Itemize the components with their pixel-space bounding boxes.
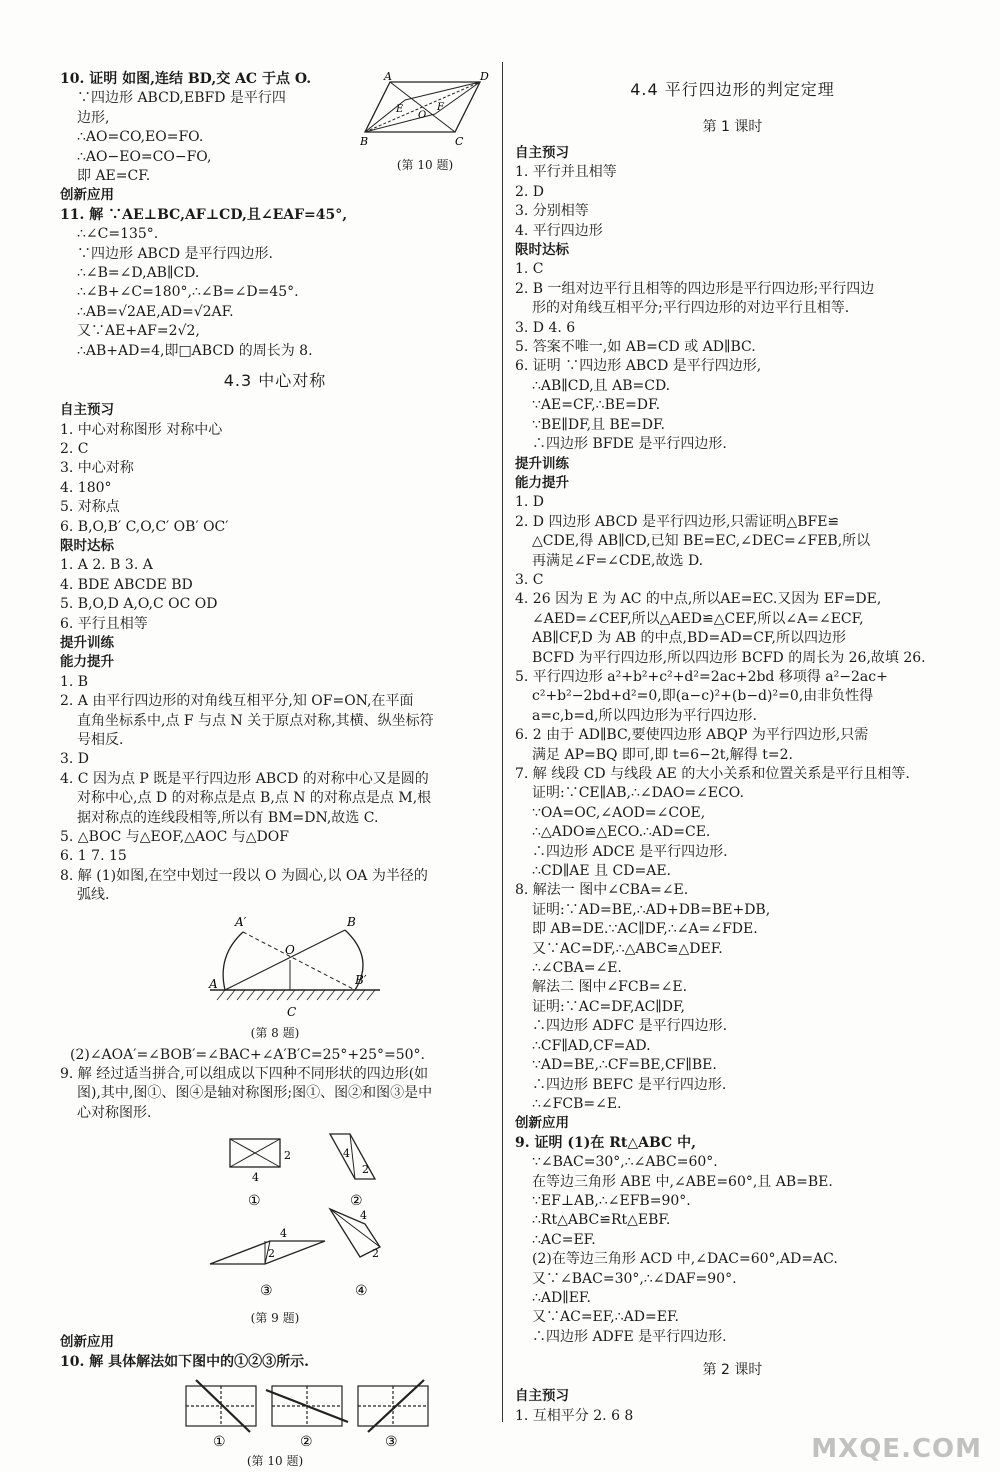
- text-line: ∵BE∥DF,且 BE=DF.: [532, 416, 665, 433]
- svg-text:O: O: [285, 942, 295, 957]
- text-line: ∵四边形 ABCD 是平行四边形.: [77, 245, 273, 262]
- heading-preview: 自主预习: [515, 1388, 569, 1405]
- heading-preview: 自主预习: [60, 402, 114, 419]
- heading-innovate: 创新应用: [60, 187, 114, 204]
- text-line: 再满足∠F=∠CDE,故选 D.: [532, 552, 704, 569]
- figure-10b-container: [60, 1372, 490, 1472]
- text-line: 图),其中,图①、图④是轴对称图形;图①、图②和图③是中: [77, 1085, 433, 1102]
- figure-10b-num-1: ①: [213, 1434, 226, 1449]
- section-title-4-4: 4.4 平行四边形的判定定理: [630, 80, 835, 99]
- parallelogram-diagram: [360, 72, 490, 152]
- text-line: ∵∠BAC=30°,∴∠ABC=60°.: [532, 1154, 718, 1171]
- right-column: [515, 70, 950, 1426]
- figure-9-num-4: ④: [355, 1283, 368, 1300]
- text-line: 证明:∵AD=BE,∴AD+DB=BE+DB,: [532, 901, 771, 918]
- text-line: 3. 分别相等: [515, 203, 589, 220]
- text-line: ∴AO−EO=CO−FO,: [77, 148, 212, 165]
- figure-caption: (第 8 题): [250, 1025, 300, 1040]
- text-line: 11. 解 ∵AE⊥BC,AF⊥CD,且∠EAF=45°,: [60, 206, 348, 223]
- left-column: [60, 70, 490, 1472]
- text-line: ∴四边形 ADFC 是平行四边形.: [532, 1018, 728, 1035]
- text-line: 解法二 图中∠FCB=∠E.: [532, 979, 688, 996]
- figure-9-num-2: ②: [350, 1193, 363, 1210]
- figure-10b-rectangles: [180, 1378, 480, 1448]
- heading-ability: 能力提升: [515, 474, 569, 491]
- text-line: ∴四边形 BFDE 是平行四边形.: [532, 436, 727, 453]
- text-line: 2. B 一组对边平行且相等的四边形是平行四边形;平行四边: [515, 280, 875, 297]
- text-line: 4. 180°: [60, 479, 112, 496]
- text-line: 直角坐标系中,点 F 与点 N 关于原点对称,其横、纵坐标符: [77, 712, 434, 729]
- text-line: 2. C: [60, 440, 89, 457]
- text-line: c²+b²−2bd+d²=0,即(a−c)²+(b−d)²=0,由非负性得: [532, 688, 874, 705]
- text-line: 10. 解 具体解法如下图中的①②③所示.: [60, 1353, 309, 1370]
- lesson-title: 第 2 课时: [702, 1362, 763, 1379]
- svg-text:D: D: [480, 72, 489, 83]
- figure-caption: (第 10 题): [246, 1454, 304, 1469]
- text-line: 证明:∵AC=DF,AC∥DF,: [532, 998, 685, 1015]
- text-line: 即 AB=DE.∵AC∥DF,∴∠A=∠FDE.: [532, 921, 758, 938]
- text-line: 5. 答案不唯一,如 AB=CD 或 AD∥BC.: [515, 339, 756, 356]
- figure-10b-num-3: ③: [385, 1434, 398, 1449]
- heading-innovate: 创新应用: [60, 1334, 114, 1351]
- figure-10-parallelogram: [360, 72, 490, 172]
- section-title-4-3: 4.3 中心对称: [223, 371, 327, 391]
- text-line: △CDE,得 AB∥CD,已知 BE=EC,∠DEC=∠FEB,所以: [532, 533, 871, 550]
- text-line: 又∵AC=EF,∴AD=EF.: [532, 1309, 679, 1326]
- svg-text:2: 2: [372, 1247, 379, 1261]
- text-line: ∵OA=OC,∠AOD=∠COE,: [532, 804, 706, 821]
- svg-text:4: 4: [343, 1147, 350, 1161]
- q10-proof: [60, 70, 360, 186]
- heading-preview: 自主预习: [515, 145, 569, 161]
- text-line: 4. 平行四边形: [515, 222, 603, 239]
- text-line: 8. 解法一 图中∠CBA=∠E.: [515, 882, 689, 899]
- text-line: ∴∠CBA=∠E.: [532, 960, 622, 977]
- text-line: 即 AE=CF.: [77, 168, 151, 185]
- text-line: ∴四边形 ADCE 是平行四边形.: [532, 843, 728, 860]
- text-line: ∴AB∥CD,且 AB=CD.: [532, 377, 671, 394]
- text-line: 3. D 4. 6: [515, 319, 576, 336]
- text-line: 2. D 四边形 ABCD 是平行四边形,只需证明△BFE≌: [515, 513, 840, 530]
- svg-text:C: C: [455, 135, 464, 148]
- svg-text:2: 2: [284, 1149, 291, 1163]
- text-line: 3. 中心对称: [60, 460, 134, 477]
- heading-raise: 提升训练: [60, 634, 114, 651]
- text-line: 4. BDE ABCDE BD: [60, 576, 193, 593]
- text-line: 1. C: [515, 261, 544, 278]
- text-line: 1. 中心对称图形 对称中心: [60, 421, 223, 438]
- watermark: MXQE.COM: [811, 1434, 982, 1464]
- figure-caption: (第 9 题): [250, 1311, 300, 1326]
- heading-raise: 提升训练: [515, 455, 569, 472]
- svg-text:B: B: [360, 135, 369, 148]
- text-line: 又∵AE+AF=2√2,: [77, 323, 200, 340]
- text-line: ∴△ADO≌△ECO.∴AD=CE.: [532, 824, 711, 841]
- svg-text:C: C: [287, 1004, 297, 1019]
- figure-9-num-3: ③: [260, 1283, 273, 1300]
- text-line: 证明:∵CE∥AB,∴∠DAO=∠ECO.: [532, 785, 744, 802]
- svg-text:A: A: [384, 72, 392, 83]
- figure-9-shapes: [200, 1129, 460, 1309]
- text-line: 又∵∠BAC=30°,∴∠DAF=90°.: [532, 1270, 737, 1287]
- text-line: 7. 解 线段 CD 与线段 AE 的大小关系和位置关系是平行且相等.: [515, 766, 910, 782]
- text-line: AB∥CF,D 为 AB 的中点,BD=AD=CF,所以四边形: [532, 630, 846, 647]
- column-divider: [502, 62, 503, 1422]
- text-line: 6. B,O,B′ C,O,C′ OB′ OC′: [60, 518, 229, 535]
- figure-caption: (第 10 题): [396, 158, 454, 172]
- text-line: 据对称点的连线段相等,所以有 BM=DN,故选 C.: [77, 809, 379, 826]
- text-line: ∴四边形 ADFE 是平行四边形.: [532, 1328, 727, 1345]
- figure-8-arc-diagram: [205, 908, 385, 1026]
- text-line: 2. A 由平行四边形的对角线互相平分,知 OF=ON,在平面: [60, 693, 414, 710]
- text-line: BCFD 为平行四边形,所以四边形 BCFD 的周长为 26,故填 26.: [532, 649, 926, 666]
- text-line: ∴四边形 BEFC 是平行四边形.: [532, 1076, 727, 1093]
- text-line: ∴AD∥EF.: [532, 1289, 591, 1306]
- text-line: 1. 平行并且相等: [515, 164, 617, 181]
- text-line: 9. 证明 (1)在 Rt△ABC 中,: [515, 1134, 696, 1151]
- text-line: 在等边三角形 ABE 中,∠ABE=60°,且 AB=BE.: [532, 1173, 833, 1190]
- figure-9-container: [60, 1123, 490, 1333]
- heading-limit: 限时达标: [60, 537, 114, 554]
- text-line: 6. 1 7. 15: [60, 848, 127, 865]
- text-line: 又∵AC=DF,∴△ABC≌△DEF.: [532, 940, 723, 957]
- text-line: 1. A 2. B 3. A: [60, 557, 153, 574]
- text-line: ∵四边形 ABCD,EBFD 是平行四: [77, 90, 286, 107]
- svg-text:4: 4: [360, 1209, 367, 1223]
- svg-text:4: 4: [252, 1171, 259, 1185]
- text-line: 对称中心,点 D 的对称点是点 B,点 N 的对称点是点 M,根: [77, 790, 432, 807]
- text-line: 弧线.: [77, 887, 110, 904]
- text-line: 6. 证明 ∵四边形 ABCD 是平行四边形,: [515, 358, 762, 375]
- text-line: 5. 平行四边形 a²+b²+c²+d²=2ac+2bd 移项得 a²−2ac+: [515, 668, 888, 685]
- text-line: a=c,b=d,所以四边形为平行四边形.: [532, 707, 757, 724]
- text-line: ∴CF∥AD,CF=AD.: [532, 1037, 651, 1054]
- svg-text:4: 4: [280, 1227, 287, 1241]
- text-line: ∴AC=EF.: [532, 1231, 596, 1248]
- svg-text:B′: B′: [355, 972, 367, 987]
- text-line: 1. B: [60, 673, 89, 690]
- text-line: ∠AED=∠CEF,所以△AED≌△CEF,所以∠A=∠ECF,: [532, 610, 864, 627]
- text-line: ∵AE=CF,∴BE=DF.: [532, 397, 661, 414]
- svg-text:F: F: [437, 102, 444, 113]
- text-line: (2)在等边三角形 ACD 中,∠DAC=60°,AD=AC.: [532, 1251, 838, 1268]
- text-line: 号相反.: [77, 732, 124, 748]
- text-line: ∴∠B=∠D,AB∥CD.: [77, 265, 200, 282]
- text-line: ∴Rt△ABC≌Rt△EBF.: [532, 1212, 671, 1229]
- text-line: (2)∠AOA′=∠BOB′=∠BAC+∠A′B′C=25°+25°=50°.: [70, 1046, 425, 1063]
- text-line: 心对称图形.: [77, 1104, 152, 1121]
- text-line: 边形,: [77, 109, 110, 126]
- svg-text:2: 2: [268, 1247, 275, 1261]
- text-line: 6. 平行且相等: [60, 615, 148, 632]
- text-line: ∴AB+AD=4,即□ABCD 的周长为 8.: [77, 342, 313, 359]
- text-line: 2. D: [515, 183, 545, 200]
- heading-innovate: 创新应用: [515, 1115, 569, 1132]
- text-line: 5. 对称点: [60, 499, 120, 516]
- text-line: 6. 2 由于 AD∥BC,要使四边形 ABQP 为平行四边形,只需: [515, 727, 869, 744]
- text-line: ∴AB=√2AE,AD=√2AF.: [77, 303, 234, 320]
- svg-text:A′: A′: [235, 914, 247, 929]
- svg-text:E: E: [396, 104, 404, 115]
- heading-ability: 能力提升: [60, 654, 114, 671]
- figure-10b-num-2: ②: [300, 1434, 313, 1449]
- figure-9-num-1: ①: [248, 1193, 261, 1210]
- text-line: 5. B,O,D A,O,C OC OD: [60, 596, 218, 613]
- svg-text:O: O: [418, 110, 427, 121]
- text-line: 9. 解 经过适当拼合,可以组成以下四种不同形状的四边形(如: [60, 1066, 429, 1083]
- text-line: 8. 解 (1)如图,在空中划过一段以 O 为圆心,以 OA 为半径的: [60, 867, 428, 884]
- heading-limit: 限时达标: [515, 242, 569, 259]
- text-line: 满足 AP=BQ 即可,即 t=6−2t,解得 t=2.: [532, 746, 793, 763]
- text-line: ∴CD∥AE 且 CD=AE.: [532, 863, 671, 880]
- text-line: ∵EF⊥AB,∴∠EFB=90°.: [532, 1192, 691, 1209]
- text-line: 3. D: [60, 751, 90, 768]
- text-line: 3. C: [515, 571, 544, 588]
- text-line: 形的对角线互相平分;平行四边形的对边平行且相等.: [532, 300, 850, 317]
- svg-text:2: 2: [362, 1163, 369, 1177]
- text-line: ∴∠C=135°.: [77, 226, 159, 243]
- text-line: 4. C 因为点 P 既是平行四边形 ABCD 的对称中心又是圆的: [60, 770, 429, 787]
- text-line: 4. 26 因为 E 为 AC 的中点,所以AE=EC.又因为 EF=DE,: [515, 591, 882, 608]
- figure-8-container: [60, 906, 490, 1046]
- text-line: 5. △BOC 与△EOF,△AOC 与△DOF: [60, 829, 289, 846]
- text-line: 1. 互相平分 2. 6 8: [515, 1407, 634, 1424]
- text-line: ∵AD=BE,∴CF=BE,CF∥BE.: [532, 1057, 717, 1074]
- lesson-title: 第 1 课时: [702, 119, 763, 135]
- svg-text:B: B: [347, 914, 356, 929]
- text-line: 10. 证明 如图,连结 BD,交 AC 于点 O.: [60, 71, 312, 87]
- text-line: ∴AO=CO,EO=FO.: [77, 129, 204, 146]
- text-line: 1. D: [515, 494, 545, 511]
- svg-text:A: A: [209, 976, 218, 991]
- text-line: ∴∠FCB=∠E.: [532, 1095, 622, 1112]
- text-line: ∴∠B+∠C=180°,∴∠B=∠D=45°.: [77, 284, 299, 301]
